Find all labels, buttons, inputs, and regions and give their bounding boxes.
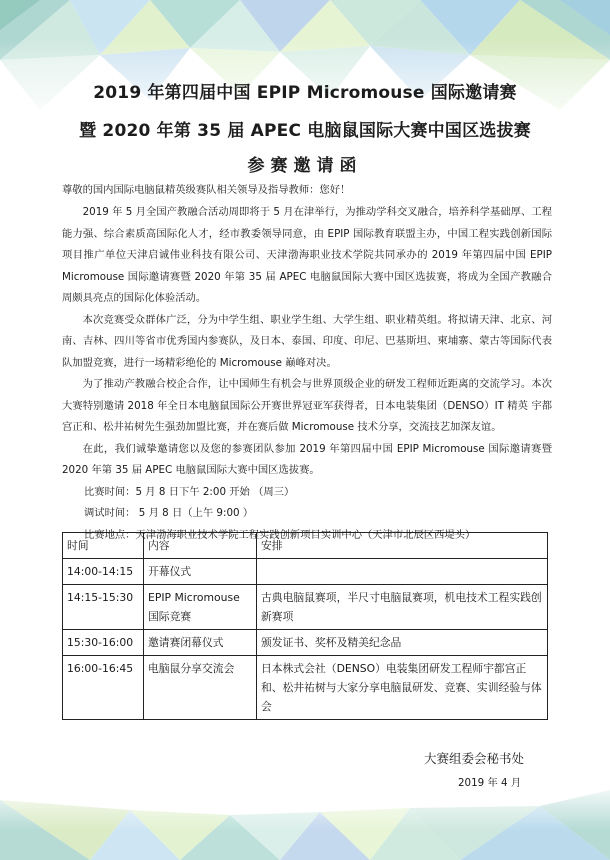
row-time: 14:15-15:30 (63, 585, 144, 630)
greeting-block (62, 180, 552, 202)
row-content: EPIP Micromouse 国际竞赛 (144, 585, 257, 630)
paragraph-invitation: 在此，我们诚挚邀请您以及您的参赛团队参加 2019 年第四届中国 EPIP Micromouse 国际邀请赛暨 2020 年第 35 届 APEC 电脑鼠国际大赛中国区选拔赛。 (62, 442, 552, 476)
paragraph-exchange: 为了推动产教融合校企合作，让中国师生有机会与世界顶级企业的研发工程师近距离的交流学习。本次大赛特别邀请 2018 年全日本电脑鼠国际公开赛世界冠亚军获得者，日本电装集团（DENSO）IT 精英 宇都宫正和、松井祐树先生强劲加盟比赛，并在赛后做 Micromouse 技术分享，交流技艺加深友谊。 (62, 378, 552, 433)
debug-time: 调试时间： 5 月 8 日（上午 9:00 ） (84, 507, 254, 519)
table-row (63, 585, 548, 630)
title-line-3: 参赛邀请函 (247, 156, 363, 176)
table-header-row (63, 533, 548, 559)
paragraph-participants: 本次竞赛受众群体广泛，分为中学生组、职业学生组、大学生组、职业精英组。将拟请天津、北京、河南、吉林、四川等省市优秀国内参赛队，及日本、泰国、印度、印尼、巴基斯坦、柬埔寨、蒙古等国际代表队加盟竞赛，进行一场精彩绝伦的 Micromouse 巅峰对决。 (62, 313, 552, 369)
row-time: 16:00-16:45 (63, 656, 144, 720)
row-arrangement (257, 559, 548, 585)
letter-body (62, 202, 552, 546)
table-row (63, 559, 548, 585)
row-content: 开幕仪式 (144, 559, 257, 585)
row-time: 15:30-16:00 (63, 630, 144, 656)
match-time: 比赛时间：5 月 8 日下午 2:00 开始 （周三） (84, 485, 295, 498)
table-row (63, 656, 548, 720)
header-time: 时间 (63, 533, 144, 559)
row-arrangement: 古典电脑鼠赛项，半尺寸电脑鼠赛项，机电技术工程实践创新赛项 (257, 585, 548, 630)
row-time: 14:00-14:15 (63, 559, 144, 585)
title-line-2: 暨 2020 年第 35 届 APEC 电脑鼠国际大赛中国区选拔赛 (79, 121, 531, 141)
title-line-1: 2019 年第四届中国 EPIP Micromouse 国际邀请赛 (93, 83, 517, 103)
table-row (63, 630, 548, 656)
header-arrangement: 安排 (257, 533, 548, 559)
schedule-table (62, 532, 548, 720)
paragraph-intro: 2019 年 5 月全国产教融合活动周即将于 5 月在津举行，为推动学科交叉融合，培养科学基础厚、工程能力强、综合素质高国际化人才，经市教委领导同意，由 EPIP 国际教育联盟主办，中国工程实践创新国际项目推广单位天津启诚伟业科技有限公司、天津渤海职业技术学院共同承办的 2019 年第四届中国 EPIP Micromouse 国际邀请赛暨 2020 年第 35 届 APEC 电脑鼠国际大赛中国区选拔赛，将成为全国产教融合周颇具亮点的国际化体验活动。 (62, 206, 552, 304)
row-arrangement: 日本株式会社（DENSO）电装集团研发工程师宇都宫正和、松井祐树与大家分享电脑鼠研发、竞赛、实训经验与体会 (257, 656, 548, 720)
header-content: 内容 (144, 533, 257, 559)
row-arrangement: 颁发证书、奖杯及精美纪念品 (257, 630, 548, 656)
letter-date: 2019 年 4 月 (458, 777, 522, 789)
venue: 比赛地点：天津渤海职业技术学院工程实践创新项目实训中心（天津市北辰区西堤头） (84, 528, 476, 541)
greeting: 尊敬的国内国际电脑鼠精英级赛队相关领导及指导教师：您好！ (62, 184, 351, 196)
row-content: 电脑鼠分享交流会 (144, 656, 257, 720)
row-content: 邀请赛闭幕仪式 (144, 630, 257, 656)
signature: 大赛组委会秘书处 (424, 751, 525, 766)
